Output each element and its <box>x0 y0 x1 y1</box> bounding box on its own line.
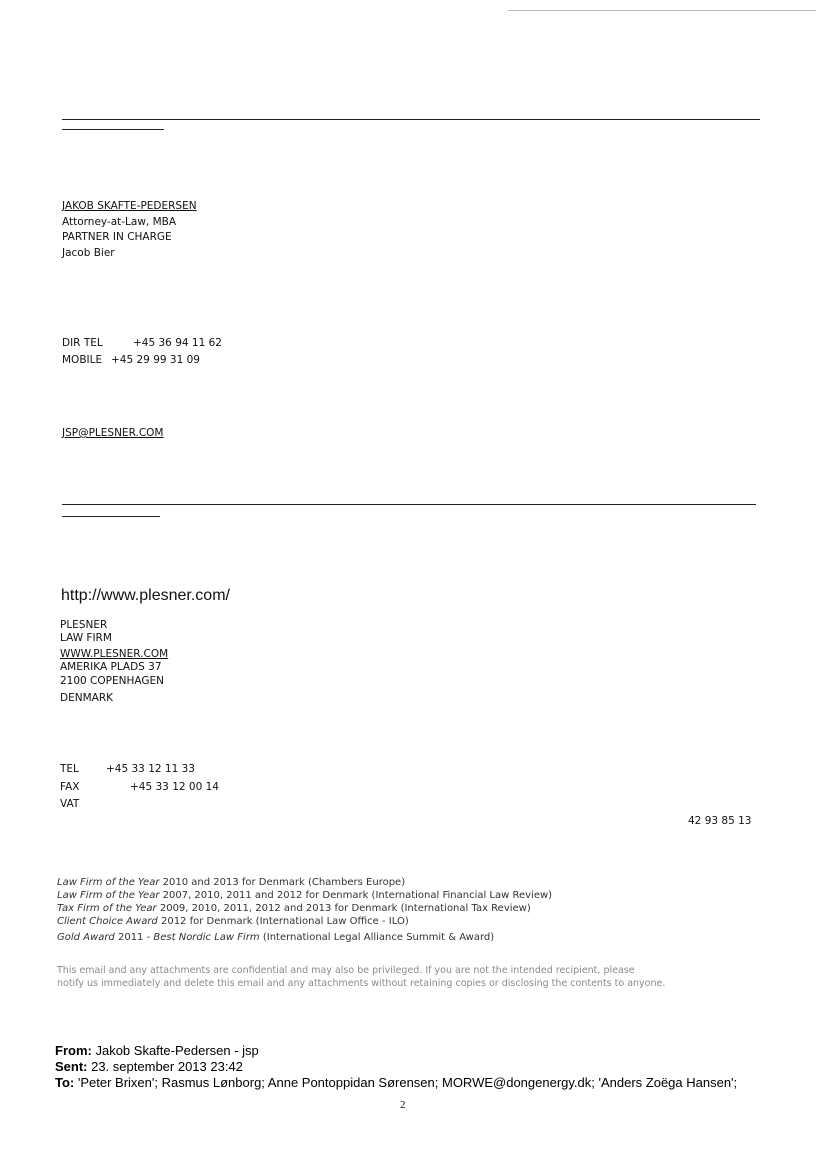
signature-title: Attorney-at-Law, MBA <box>62 216 177 228</box>
award-title: Client Choice Award <box>57 916 158 927</box>
award-line <box>57 877 405 890</box>
award-title: Law Firm of the Year <box>57 877 160 888</box>
top-scan-line <box>508 10 816 11</box>
to-label: To: <box>55 1075 75 1090</box>
separator-short <box>62 516 160 517</box>
award-line <box>57 890 552 903</box>
award-text: 2010 and 2013 for Denmark (Chambers Europe) <box>162 877 406 888</box>
from-value: Jakob Skafte-Pedersen - jsp <box>95 1043 259 1058</box>
firm-address2: 2100 COPENHAGEN <box>60 675 164 687</box>
firm-web-link[interactable]: WWW.PLESNER.COM <box>60 648 169 660</box>
award-text: (International Legal Alliance Summit & Award) <box>259 932 495 943</box>
firm-country: DENMARK <box>60 692 113 704</box>
firm-url[interactable]: http://www.plesner.com/ <box>61 587 230 604</box>
from-line <box>55 1043 259 1059</box>
mobile-label: MOBILE <box>62 354 103 366</box>
disclaimer-line: This email and any attachments are confidential and may also be privileged. If you are not the intended recipient, please <box>57 965 635 976</box>
award-line <box>57 932 494 945</box>
sent-label: Sent: <box>55 1059 88 1074</box>
award-title: Law Firm of the Year <box>57 890 160 901</box>
tel-value: +45 33 12 11 33 <box>106 763 195 775</box>
award-text: 2009, 2010, 2011, 2012 and 2013 for Denmark (International Tax Review) <box>159 903 531 914</box>
sent-line <box>55 1059 243 1075</box>
dir-tel-label: DIR TEL <box>62 337 103 349</box>
award-text: 2012 for Denmark (International Law Office - ILO) <box>160 916 409 927</box>
separator-long <box>62 119 760 120</box>
award-text: 2011 - <box>117 932 154 943</box>
award-title: Gold Award <box>57 932 115 943</box>
award-text: 2007, 2010, 2011 and 2012 for Denmark (International Financial Law Review) <box>162 890 553 901</box>
firm-name-line1: PLESNER <box>60 619 108 631</box>
page-number: 2 <box>400 1099 406 1111</box>
email-link[interactable]: JSP@PLESNER.COM <box>62 427 164 439</box>
signature-assistant: Jacob Bier <box>62 247 115 259</box>
dir-tel-value: +45 36 94 11 62 <box>133 337 222 349</box>
fax-label: FAX <box>60 781 80 793</box>
award-line <box>57 903 531 916</box>
mobile-value: +45 29 99 31 09 <box>111 354 200 366</box>
signature-role: PARTNER IN CHARGE <box>62 231 172 243</box>
to-line <box>55 1075 737 1091</box>
separator-short <box>62 129 164 130</box>
vat-label: VAT <box>60 798 80 810</box>
award-title: Best Nordic Law Firm <box>153 932 260 943</box>
tel-label: TEL <box>60 763 79 775</box>
sent-value: 23. september 2013 23:42 <box>91 1059 243 1074</box>
firm-name-line2: LAW FIRM <box>60 632 112 644</box>
vat-value: 42 93 85 13 <box>688 815 752 827</box>
from-label: From: <box>55 1043 92 1058</box>
award-line <box>57 916 409 929</box>
signature-name[interactable]: JAKOB SKAFTE-PEDERSEN <box>62 200 197 212</box>
award-title: Tax Firm of the Year <box>57 903 157 914</box>
to-value: 'Peter Brixen'; Rasmus Lønborg; Anne Pontoppidan Sørensen; MORWE@dongenergy.dk; 'Anders Zoëga Hansen'; <box>77 1075 738 1090</box>
fax-value: +45 33 12 00 14 <box>130 781 219 793</box>
disclaimer-line: notify us immediately and delete this email and any attachments without retaining copies or disclosing the contents to anyone. <box>57 978 666 989</box>
firm-address1: AMERIKA PLADS 37 <box>60 661 162 673</box>
separator-long <box>62 504 756 505</box>
